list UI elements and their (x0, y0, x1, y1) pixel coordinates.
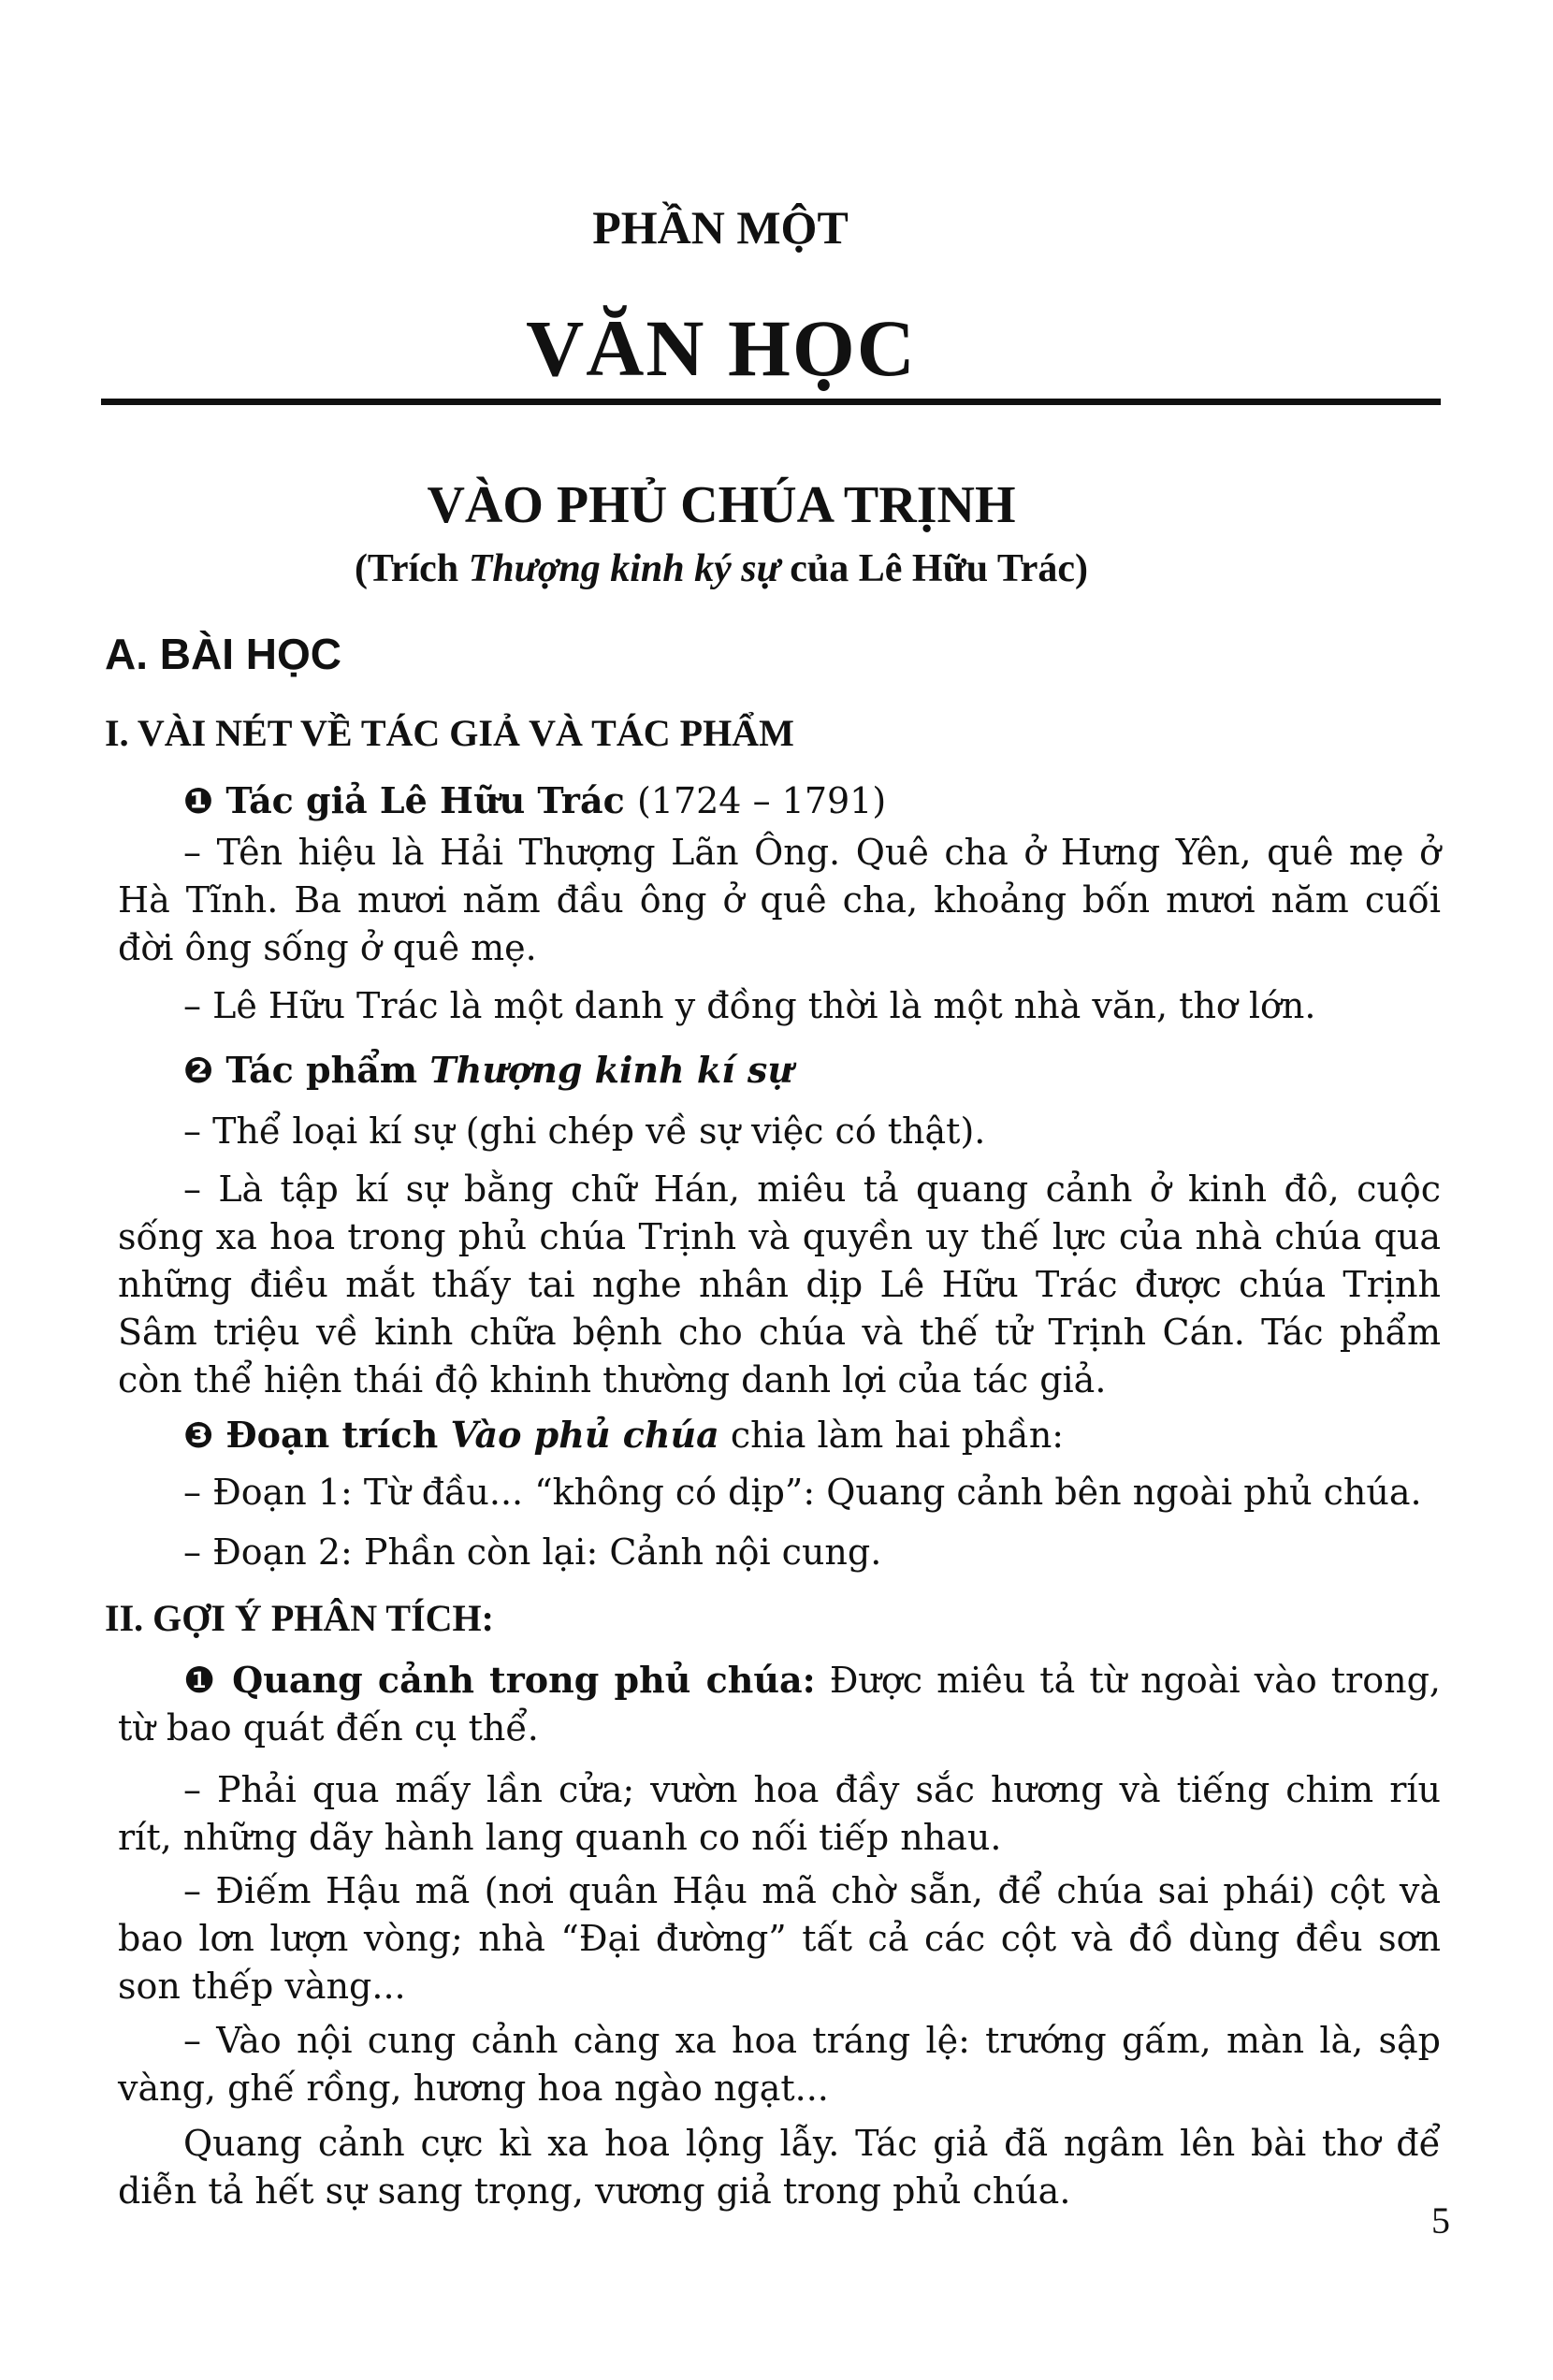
part2-paragraph-3: – Vào nội cung cảnh càng xa hoa tráng lệ: trướng gấm, màn là, sập vàng, ghế rồng, hương hoa ngào ngạt... (118, 2020, 1441, 2109)
part1-item3-paragraph-1: – Đoạn 1: Từ đầu... “không có dịp”: Quang cảnh bên ngoài phủ chúa. (183, 1472, 1422, 1513)
subtitle-prefix: (Trích (354, 547, 469, 590)
part1-item1-paragraph-1: – Tên hiệu là Hải Thượng Lãn Ông. Quê cha ở Hưng Yên, quê mẹ ở Hà Tĩnh. Ba mươi năm đầu ông ở quê cha, khoảng bốn mươi năm cuối đời ông sống ở quê mẹ. (118, 832, 1441, 968)
part1-item1-paragraph-2: – Lê Hữu Trác là một danh y đồng thời là một nhà văn, thơ lớn. (183, 985, 1316, 1026)
part2-paragraph-4: Quang cảnh cực kì xa hoa lộng lẫy. Tác giả đã ngâm lên bài thơ để diễn tả hết sự sang trọng, vương giả trong phủ chúa. (118, 2123, 1441, 2212)
item-rest: Được miêu tả từ ngoài vào trong, từ bao quát đến cụ thể. (118, 1660, 1441, 1749)
part1-item3-lead (183, 1411, 1064, 1459)
item-marker: ❶ (183, 1660, 219, 1701)
article-title: VÀO PHỦ CHÚA TRỊNH (427, 476, 1016, 534)
part1-item3-paragraph-2: – Đoạn 2: Phần còn lại: Cảnh nội cung. (183, 1531, 882, 1573)
item-marker: ❶ (183, 780, 214, 821)
part1-item2-paragraph-2: – Là tập kí sự bằng chữ Hán, miêu tả quang cảnh ở kinh đô, cuộc sống xa hoa trong phủ chúa Trịnh và quyền uy thế lực của nhà chúa qua những điều mắt thấy tai nghe nhân dịp Lê Hữu Trác được chúa Trịnh Sâm triệu về kinh chữa bệnh cho chúa và thế tử Trịnh Cán. Tác phẩm còn thể hiện thái độ khinh thường danh lợi của tác giả. (118, 1168, 1441, 1400)
part2-paragraph-2: – Điếm Hậu mã (nơi quân Hậu mã chờ sẵn, để chúa sai phái) cột và bao lơn lượn vòng; nhà “Đại đường” tất cả các cột và đồ dùng đều sơn son thếp vàng... (118, 1870, 1441, 2007)
part2-heading: II. GỢI Ý PHÂN TÍCH: (105, 1597, 494, 1639)
title-divider (101, 399, 1441, 405)
item-label: Quang cảnh trong phủ chúa: (232, 1659, 816, 1701)
part2-item1-paragraph (118, 1656, 1441, 1752)
item-label: Tác phẩm (225, 1049, 430, 1091)
part2-paragraph-1: – Phải qua mấy lần cửa; vườn hoa đầy sắc hương và tiếng chim ríu rít, những dãy hành lang quanh co nối tiếp nhau. (118, 1769, 1441, 1858)
item-work-title: Thượng kinh kí sự (429, 1049, 793, 1091)
article-subtitle (0, 546, 1443, 591)
item-marker: ❸ (183, 1415, 214, 1456)
item-rest: chia làm hai phần: (718, 1415, 1065, 1456)
part1-heading: I. VÀI NÉT VỀ TÁC GIẢ VÀ TÁC PHẨM (105, 712, 794, 754)
part1-item2-paragraph-1: – Thể loại kí sự (ghi chép về sự việc có thật). (183, 1110, 986, 1152)
subtitle-suffix: của Lê Hữu Trác) (779, 547, 1089, 590)
item-marker: ❷ (183, 1050, 214, 1091)
item-work-title: Vào phủ chúa (450, 1414, 719, 1456)
subtitle-work-title: Thượng kinh ký sự (468, 547, 780, 590)
page-number: 5 (1431, 2199, 1450, 2242)
item-label: Đoạn trích (225, 1414, 451, 1456)
part1-item2-lead (183, 1046, 793, 1095)
part1-item1-lead (183, 776, 886, 825)
section-a-heading: A. BÀI HỌC (105, 630, 341, 678)
part-label: PHẦN MỘT (592, 201, 849, 254)
item-label: Tác giả Lê Hữu Trác (225, 779, 625, 821)
item-dates: (1724 – 1791) (636, 780, 887, 821)
part-title: VĂN HỌC (526, 303, 917, 393)
